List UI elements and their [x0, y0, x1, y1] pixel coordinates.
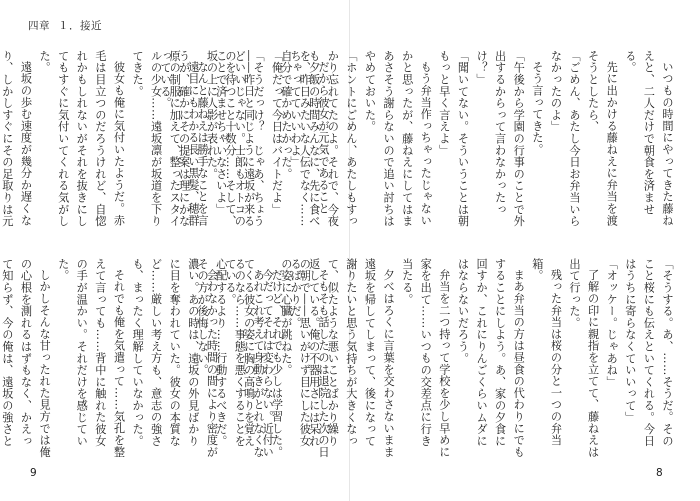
- dialogue-line: 「聞いてない。そういうことは朝もっと早く言えよ」: [437, 50, 470, 227]
- paragraph: ――昨日と同じように遠坂が来るのを待つこと十数分……そして、坂の上に人影が表れた。: [205, 50, 256, 227]
- left-page-lower-text: [0, 258, 332, 458]
- dialogue-line: 「ごめん、あたし今日お弁当いらなかったのよ」: [549, 50, 582, 227]
- paragraph: だから彼女が元気であることを、昨日みたいな人伝でなく……自分で確かめたかった。: [279, 50, 330, 227]
- page-number-left: 9: [30, 467, 37, 479]
- left-page-upper-text: [0, 50, 332, 230]
- paragraph: 遠目にもわかる長い黒髪、穂群原の制服に加えて、整ったスタイルの少女……遠坂凛が坂道を下りてきた。: [131, 50, 200, 227]
- paragraph: それでも俺を気遣って……気孔を整えて言っても……背中に触れた彼女の手が温かい。それだけを感じていた。: [56, 258, 126, 458]
- paragraph: 先に出かける藤ねえに弁当を渡そうとしたら、: [586, 50, 619, 227]
- paragraph: なんと藤ねえは勝手なことを言うが、確かにその提案は理にかなっている。: [158, 50, 210, 227]
- paragraph: 残った弁当は桜の分と一つの弁当箱。: [530, 258, 563, 447]
- paragraph: 会わなかった時間の間により密度が濃い。あの時は、遠坂の外見ばかりに目を奪われていた。彼女の本質など……厳しい考え方も、意志の強さも、まったく理解していなかった。: [131, 258, 219, 458]
- dialogue-line: 「ホントにごめん、あたしもすっかり忘れてたのよ。それで、今夜も夕飯の時間みんなに、先に食べちゃってていいわよ」: [289, 50, 358, 227]
- page-number-right: 8: [656, 467, 663, 479]
- paragraph: そう言ってきた。: [530, 61, 544, 156]
- paragraph: 今だってそれは変わらない。近付いてくる彼女の姿に胸の高鳴りを覚えている。: [224, 258, 275, 458]
- paragraph: 了解の印に親指を立てて、藤ねえは出て行った。: [568, 258, 600, 458]
- dialogue-line: 「そうする。あ、……そうだ。そのこと桜にも伝えといてくれる。今日はうちに寄らなくていいって」: [623, 258, 674, 447]
- chapter-title: 四章: [28, 20, 50, 32]
- section-title: １．接近: [58, 20, 102, 32]
- running-header: [28, 18, 102, 33]
- dialogue-line: 「俺だって今日はバイトだよ」: [270, 50, 284, 216]
- paragraph: いつもの時間にやってきた藤ねえと、二人だけで朝食を済ませる。: [623, 50, 674, 227]
- dialogue-line: 「午後から学園の行事のことで外出するからって言わなかったっけ？」: [475, 50, 526, 227]
- paragraph: まあ弁当の方は昼食の代わりにでもすることにしよう。あ、家の夕食に回すか、これにりんごくらいムダにはならないだろう。: [456, 258, 526, 458]
- blank-line: [258, 50, 277, 230]
- dialogue-line: 「オッケー。じゃあね」: [605, 258, 619, 388]
- paragraph: 彼女も俺に気付いたようだ。赤毛は目立つのだろうけれど、自惚れかもしれないがそれを抜きにしてもすぐに気付いてくれる気がした。: [38, 50, 126, 227]
- paragraph: もう弁当作っちゃったじゃないかと思ったが、藤ねえにしてはまあさそう謝らないので追い討ちはやめておいた。: [363, 50, 433, 227]
- paragraph: そもそも話したのは退院した次の日の朝で――思いがけず目にした彼女の姿に心臓が跳ねた。: [279, 258, 330, 458]
- paragraph: 弁当を二つ持って学校を少し早めに家を出て……いつもの交差点に行き当たる。: [400, 258, 451, 458]
- dialogue-line: 「そうだっけ？ じゃあ、ちょうどいいじゃない。士郎もオトコのことで済ませちゃいなさいよ」: [214, 50, 265, 227]
- paragraph: 遠坂の歩む速度が幾分か遅くなり、しかしすぐにその足取りは元: [0, 50, 33, 227]
- paragraph: しかしそんな甘ったれた見方では俺の心根を測れるはずもなく、かえって知らず、今の俺は、遠坂の強さと: [0, 258, 52, 458]
- paragraph: 夕べはろくに言葉を交わさないまま遠坂を帰してしまって、後になって謝りたいと思う気持ちが大きくなって、似たような悪いことばかり繰り返している。俺の不器用さには呆れるばかりだ。: [289, 258, 396, 458]
- paragraph: あれこれ考えて身動きがとれなくなるのなら……事態を悪くすることを心配するより……行動するべきだ。その方が後悔しない。: [196, 258, 265, 458]
- paragraph: だけど、それでも少しは学習した。: [270, 269, 284, 458]
